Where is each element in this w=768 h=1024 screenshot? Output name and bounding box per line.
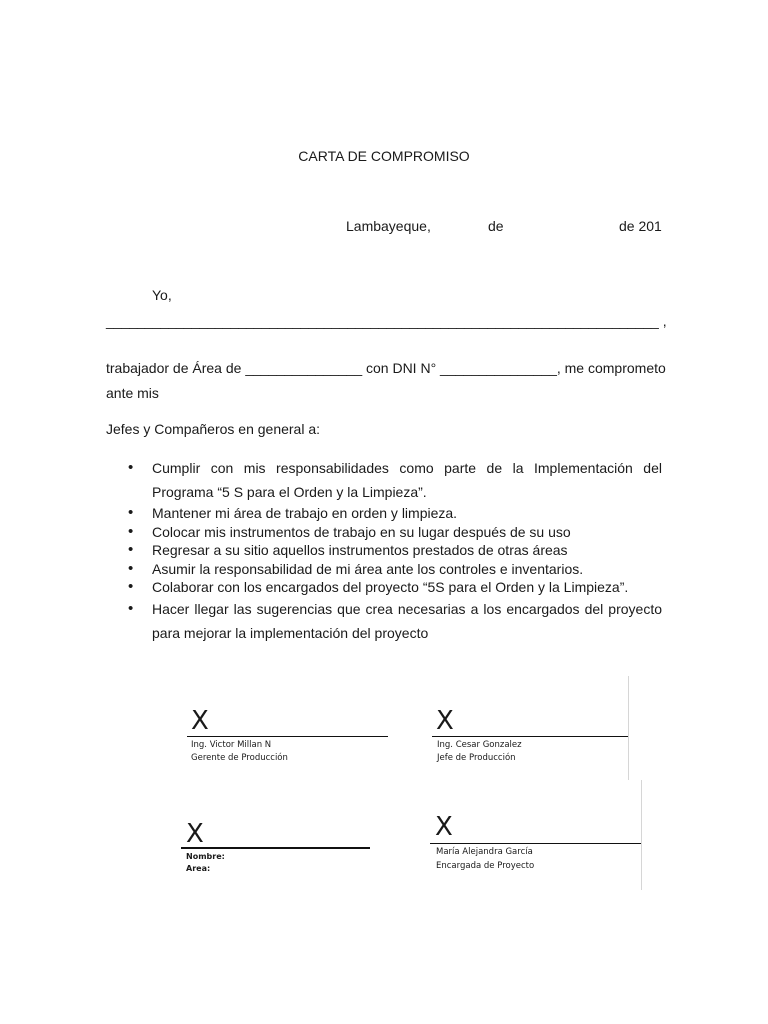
worker-statement-line2: ante mis [106, 385, 159, 401]
duty-item: • Cumplir con mis responsabilidades como parte de la Implementación del Programa “5 S para el Orden y la Limpieza”. [106, 456, 662, 504]
duty-item: • Regresar a su sitio aquellos instrumentos prestados de otras áreas [106, 541, 662, 560]
signature-mark: X [191, 706, 209, 736]
signature-mark: X [436, 706, 454, 736]
duty-item: • Hacer llegar las sugerencias que crea necesarias a los encargados del proyecto para mejorar la implementación del proyecto [106, 597, 662, 645]
signature-mark: X [186, 819, 204, 849]
duty-item: • Asumir la responsabilidad de mi área ante los controles e inventarios. [106, 560, 662, 579]
signer-role: Gerente de Producción [191, 753, 288, 763]
signature-box-edge [641, 780, 642, 890]
signer-role: Area: [186, 864, 211, 873]
date-de-month: de [488, 218, 504, 234]
date-place: Lambayeque, [346, 218, 431, 234]
signature-box-edge [628, 676, 629, 780]
signer-name: Nombre: [186, 852, 225, 861]
date-de-year: de 201 [619, 218, 662, 234]
signature-mark: X [435, 812, 453, 842]
signer-role: Encargada de Proyecto [436, 861, 535, 871]
signer-name: Ing. Victor Millan N [191, 740, 272, 750]
duty-item: • Colocar mis instrumentos de trabajo en su lugar después de su uso [106, 523, 662, 542]
duty-item: • Colaborar con los encargados del proyecto “5S para el Orden y la Limpieza”. [106, 578, 662, 597]
signature-line [187, 736, 388, 737]
signer-name: Ing. Cesar Gonzalez [437, 740, 522, 750]
duties-list [106, 456, 662, 645]
name-blank-line: _______________________________________________________________________ , [106, 313, 667, 329]
signature-line [181, 847, 370, 849]
signature-line [432, 736, 628, 737]
yo-label: Yo, [152, 287, 172, 303]
worker-statement-line1: trabajador de Área de _______________ con DNI N° _______________, me comprometo [106, 360, 666, 376]
letter-title: CARTA DE COMPROMISO [298, 148, 470, 164]
jefes-intro: Jefes y Compañeros en general a: [106, 421, 321, 437]
duty-item: • Mantener mi área de trabajo en orden y limpieza. [106, 504, 662, 523]
signer-name: María Alejandra García [436, 847, 533, 857]
signer-role: Jefe de Producción [437, 753, 516, 763]
signature-line [430, 843, 641, 844]
